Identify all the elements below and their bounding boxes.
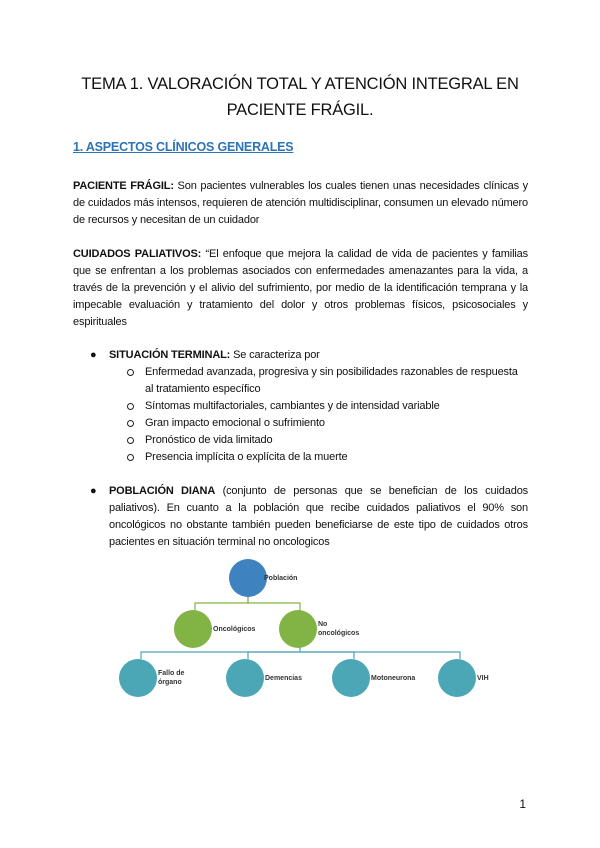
connector — [141, 647, 300, 659]
title-line-1: TEMA 1. VALORACIÓN TOTAL Y ATENCIÓN INTEGRAL EN — [81, 75, 519, 93]
connector — [300, 652, 354, 659]
node-motoneurona — [332, 659, 370, 697]
cuidados-paliativos-text: “El enfoque que mejora la calidad de vida de pacientes y familias que se enfrentan a los problemas asociados con enfermedades amenazantes para la vida, a través de la prevención y el alivio del sufrimiento, por medio de la identificación temprana y la impecable evaluación y tratamiento del dolor y otros problemas físicos, psicosociales y espirituales — [73, 248, 528, 328]
connector — [195, 596, 248, 611]
paciente-fragil-text: Son pacientes vulnerables los cuales tienen unas necesidades clínicas y de cuidados más intensos, requieren de atención multidisciplinar, consumen un elevado número de recursos y necesitan de un cuidador — [73, 180, 528, 226]
list-item-text: Pronóstico de vida limitado — [145, 434, 273, 446]
title-line-2: PACIENTE FRÁGIL. — [226, 101, 374, 119]
section-heading: 1. ASPECTOS CLÍNICOS GENERALES — [73, 140, 294, 154]
poblacion-diana-text: (conjunto de personas que se benefician de los cuidados paliativos). En cuanto a la población que recibe cuidados paliativos el 90% son oncológicos no obstante también pueden beneficiarse de este tipo de cuidados otros pacientes en situación terminal no oncologicos — [109, 485, 529, 548]
poblacion-diana-label: POBLACIÓN DIANA — [109, 485, 216, 497]
connectors-level2 — [141, 647, 460, 659]
node-root-label: Población — [264, 575, 298, 582]
situacion-terminal-text: Se caracteriza por — [230, 349, 320, 361]
cuidados-paliativos-label: CUIDADOS PALIATIVOS: — [73, 248, 202, 260]
connector — [248, 596, 300, 611]
situacion-terminal-label: SITUACIÓN TERMINAL: — [109, 349, 231, 361]
node-demencias-label: Demencias — [265, 675, 302, 682]
list-item-text: Presencia implícita o explícita de la muerte — [145, 451, 348, 463]
node-fallo-organo — [119, 659, 157, 697]
bullet-dot: ● — [90, 485, 97, 497]
page-number: 1 — [519, 797, 526, 811]
connector — [248, 652, 300, 659]
node-oncologicos-label: Oncológicos — [213, 626, 256, 633]
connectors-level1 — [195, 596, 300, 611]
node-no-oncologicos-label: No oncológicos — [318, 621, 360, 637]
list-item-text: Gran impacto emocional o sufrimiento — [145, 417, 325, 429]
node-vih-label: VIH — [477, 675, 489, 682]
connector — [300, 652, 460, 659]
bullet-dot: ● — [90, 349, 97, 361]
node-motoneurona-label: Motoneurona — [371, 675, 416, 682]
node-fallo-organo-label: Fallo de órgano — [158, 670, 185, 686]
list-item-text: Enfermedad avanzada, progresiva y sin posibilidades razonables de respuesta al tratamiento específico — [145, 366, 518, 395]
node-no-oncologicos — [279, 610, 317, 648]
node-demencias — [226, 659, 264, 697]
node-vih — [438, 659, 476, 697]
node-root — [229, 559, 267, 597]
node-oncologicos — [174, 610, 212, 648]
paciente-fragil-label: PACIENTE FRÁGIL: — [73, 180, 174, 192]
list-item-text: Síntomas multifactoriales, cambiantes y de intensidad variable — [145, 400, 440, 412]
